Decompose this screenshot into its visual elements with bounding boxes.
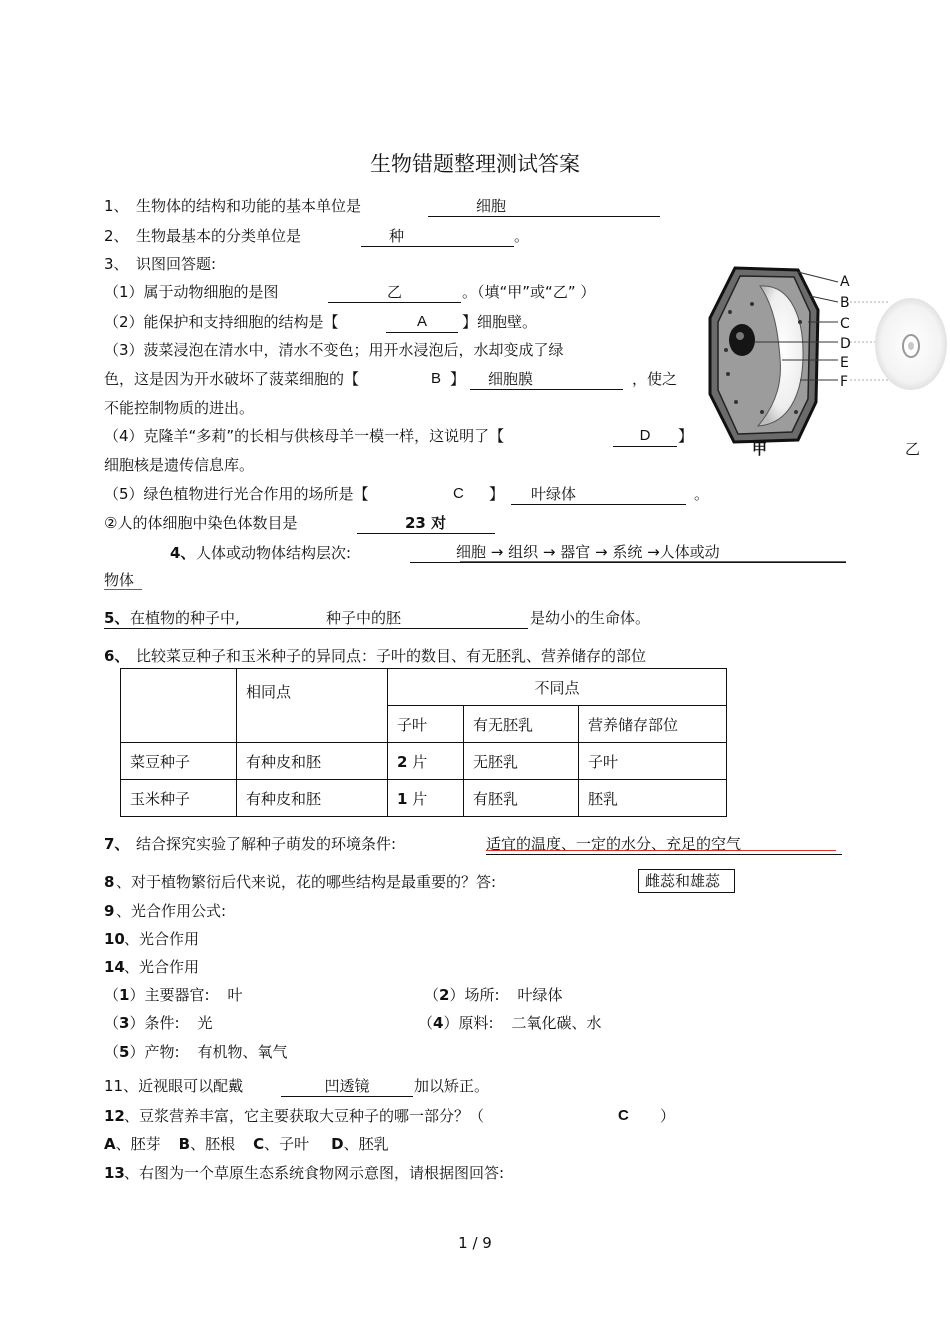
q4-red-underline-2 [104,589,142,590]
item-value: 叶绿体 [517,986,563,1004]
option-value: 、胚乳 [343,1135,389,1153]
plant-cell [710,268,818,442]
q2-answer: 种 [389,227,405,245]
option-value: 、胚根 [190,1135,236,1153]
q5-answer-line [104,608,528,629]
q9-number: 9 [104,902,115,920]
q4-text: 人体或动物体结构层次: [196,544,352,562]
paren-open: （ [104,1014,120,1032]
q7-answer: 适宜的温度、一定的水分、充足的空气 [486,835,742,853]
table-subheader-storage: 营养储存部位 [579,706,727,743]
q1-text: 生物体的结构和功能的基本单位是 [136,197,362,215]
item-number: 3 [119,1014,130,1032]
item-label: ）原料: [443,1014,494,1032]
q9-text: 、光合作用公式: [116,902,227,920]
item-label: ）条件: [129,1014,180,1032]
option-key: D [331,1135,344,1153]
table-cell-storage: 子叶 [579,743,727,780]
q6-number: 6、 [104,647,130,665]
q3-p3-line1: （3）菠菜浸泡在清水中，清水不变色；用开水浸泡后，水却变成了绿 [104,341,564,359]
q3-p1-answer: 乙 [328,282,461,303]
q4-number: 4、 [170,544,196,562]
q7-answer-line [486,834,842,855]
q3-p6-answer: 23 对 [405,514,447,532]
q3-p1-end: 。（填“甲”或“乙” ） [462,283,596,301]
q7-number: 7、 [104,835,130,853]
q12-end: ） [660,1107,676,1125]
cotyledon-unit: 片 [412,752,428,771]
option-value: 、子叶 [264,1135,310,1153]
item-label: ）主要器官: [129,986,210,1004]
q8-number: 8 [104,873,115,891]
animal-cell [875,298,947,390]
q5-text: 在植物的种子中, [130,609,240,627]
paren-open: （ [104,1043,120,1061]
q14-item-5 [104,1042,288,1062]
q3-p4-bracket: 】 [678,427,694,445]
q4-red-underline [460,561,846,562]
paren-open: （ [418,1014,434,1032]
figure-caption-yi: 乙 [905,440,921,458]
q3-p1-text: （1）属于动物细胞的是图 [104,283,279,301]
q3-p3-answer-line [470,369,623,390]
cotyledon-count: 2 [397,752,408,771]
q14-item-1 [104,985,243,1005]
q3-p4-line2: 细胞核是遗传信息库。 [104,456,255,474]
q1-number: 1、 [104,197,129,215]
q14-item-2 [424,985,563,1005]
table-cell-endosperm: 有胚乳 [464,780,579,817]
q14-item-4 [418,1013,602,1033]
q4-answer-line [410,542,846,563]
q3-p5-letter: C [453,485,464,502]
q12-number: 12 [104,1107,125,1125]
q10-number: 10 [104,930,125,948]
item-number: 2 [439,986,450,1004]
q7-text: 结合探究实验了解种子萌发的环境条件: [136,835,397,853]
q3-number: 3、 [104,255,129,273]
q3-p5-end: 。 [694,485,710,503]
table-cell-cotyledon [388,743,464,780]
q13-number: 13 [104,1164,125,1182]
page-number: 1 / 9 [458,1234,492,1252]
q14-text: 、光合作用 [124,958,200,976]
q3-p5-answer: 叶绿体 [531,485,577,503]
q2-number: 2、 [104,227,129,245]
figure-caption-jia: 甲 [752,440,768,458]
table-cell-same: 有种皮和胚 [237,780,388,817]
q2-end: 。 [514,227,530,245]
q3-p5-text: （5）绿色植物进行光合作用的场所是【 [104,485,369,503]
table-row [121,743,727,780]
q1-answer: 细胞 [476,197,507,215]
page-title: 生物错题整理测试答案 [370,152,580,176]
q3-p3-answer: 细胞膜 [488,370,534,388]
q13-text: 、右图为一个草原生态系统食物网示意图，请根据图回答: [124,1164,505,1182]
label-d: D [840,336,851,352]
q2-answer-line [361,226,514,247]
paren-open: （ [104,986,120,1004]
q3-p5-bracket: 】 [489,485,505,503]
table-cell-endosperm: 无胚乳 [464,743,579,780]
q3-p3-letter: B [431,370,442,387]
q3-p3-line2: 色，这是因为开水破坏了菠菜细胞的【 [104,370,360,388]
table-cell-name: 菜豆种子 [121,743,237,780]
q4-answer-cont: 物体 [104,571,135,589]
item-label: ）场所: [449,986,500,1004]
q3-p5-answer-line [511,484,686,505]
q5-answer: 种子中的胚 [326,609,402,627]
q7-red-underline [486,850,836,851]
q6-text: 比较菜豆种子和玉米种子的异同点：子叶的数目、有无胚乳、营养储存的部位 [136,647,647,665]
option-key: B [178,1135,191,1153]
q11-end: 加以矫正。 [414,1077,490,1095]
option-key: C [253,1135,265,1153]
item-value: 光 [197,1014,213,1032]
q3-p4-line1: （4）克隆羊“多莉”的长相与供核母羊一模一样，这说明了【 [104,427,505,445]
table-corner-cell [121,669,237,743]
table-subheader-cotyledon: 子叶 [388,706,464,743]
q2-text: 生物最基本的分类单位是 [136,227,302,245]
comparison-table [120,668,727,817]
q10-text: 、光合作用 [124,930,200,948]
q3-p2-text: （2）能保护和支持细胞的结构是【 [104,313,339,331]
option-key: A [104,1135,116,1153]
q14-number: 14 [104,958,125,976]
cotyledon-count: 1 [397,789,408,808]
q14-item-3 [104,1013,213,1033]
q3-p3-end: ，使之 [632,370,678,388]
label-f: F [840,374,849,390]
table-row [121,780,727,817]
q11-answer: 凹透镜 [281,1076,413,1097]
q1-answer-line [428,196,660,217]
q11-text: 11、近视眼可以配戴 [104,1077,244,1095]
item-label: ）产物: [129,1043,180,1061]
q8-text: 、对于植物繁衍后代来说，花的哪些结构是最重要的？答: [116,873,497,891]
paren-open: （ [424,986,440,1004]
label-b: B [840,295,850,311]
q8-answer-box: 雌蕊和雄蕊 [638,869,735,893]
label-e: E [840,355,849,371]
item-value: 叶 [227,986,243,1004]
table-header-diff: 不同点 [388,669,727,706]
q5-end: 是幼小的生命体。 [530,609,651,627]
item-number: 1 [119,986,130,1004]
item-number: 5 [119,1043,130,1061]
q3-p3-bracket: 】 [450,370,466,388]
item-value: 二氧化碳、水 [511,1014,602,1032]
q3-p4-answer: D [613,426,677,447]
table-subheader-endosperm: 有无胚乳 [464,706,579,743]
q5-number: 5、 [104,609,130,627]
table-cell-same: 有种皮和胚 [237,743,388,780]
cell-diagram [700,262,948,462]
q3-p6-answer-line [357,513,495,534]
label-c: C [840,316,850,332]
label-a: A [840,274,850,290]
cotyledon-unit: 片 [412,789,428,808]
q3-p2-answer: A [386,312,458,333]
item-number: 4 [433,1014,444,1032]
option-value: 、胚芽 [115,1135,161,1153]
q12-answer: C [618,1107,629,1124]
table-cell-name: 玉米种子 [121,780,237,817]
q3-p3-line3: 不能控制物质的进出。 [104,399,255,417]
item-value: 有机物、氧气 [197,1043,288,1061]
table-cell-cotyledon [388,780,464,817]
table-cell-storage: 胚乳 [579,780,727,817]
table-row [121,669,727,706]
q4-answer: 细胞 → 组织 → 器官 → 系统 →人体或动 [456,543,720,561]
table-header-same: 相同点 [237,669,388,743]
q12-text: 、豆浆营养丰富，它主要获取大豆种子的哪一部分？（ [124,1107,485,1125]
q12-options [104,1134,389,1154]
q3-p6-text: ②人的体细胞中染色体数目是 [104,514,298,532]
q3-text: 识图回答题: [136,255,217,273]
q3-p2-end: 】细胞壁。 [462,313,538,331]
